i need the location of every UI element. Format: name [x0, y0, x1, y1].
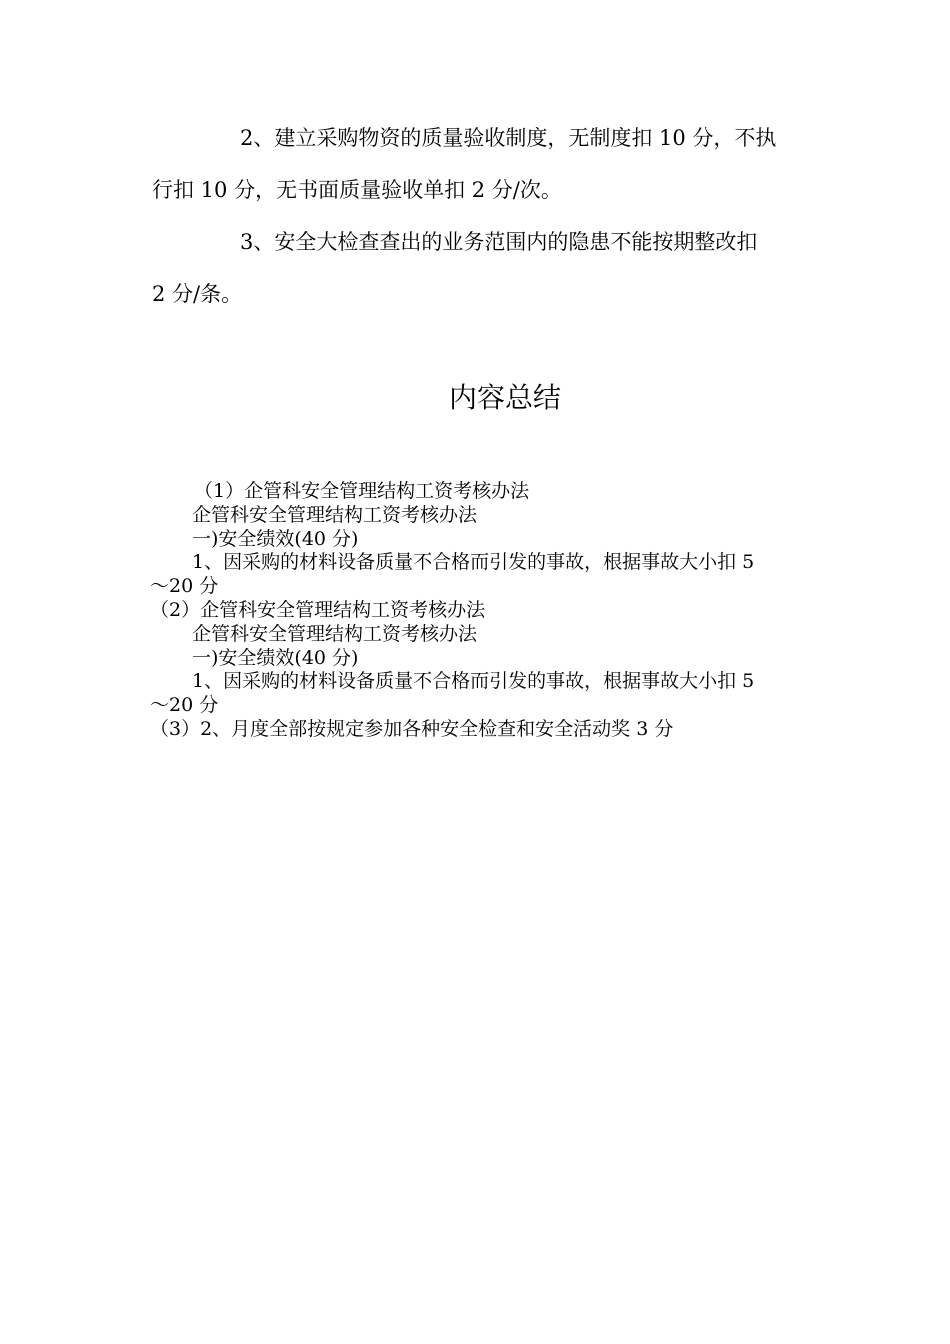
summary-line: 企管科安全管理结构工资考核办法: [192, 622, 478, 645]
summary-line: 1、因采购的材料设备质量不合格而引发的事故，根据事故大小扣 5: [192, 670, 755, 693]
summary-line: （1）企管科安全管理结构工资考核办法: [194, 480, 530, 502]
summary-line: 一)安全绩效(40 分): [192, 527, 359, 550]
paragraph-procurement-line-2: 行扣 10 分，无书面质量验收单扣 2 分/次。: [152, 178, 562, 202]
summary-line: （2）企管科安全管理结构工资考核办法: [150, 598, 486, 621]
summary-line: （3）2、月度全部按规定参加各种安全检查和安全活动奖 3 分: [150, 717, 674, 740]
summary-line: 一)安全绩效(40 分): [192, 646, 359, 669]
summary-line: ～20 分: [150, 694, 219, 717]
summary-line: 企管科安全管理结构工资考核办法: [192, 503, 478, 526]
summary-line: ～20 分: [150, 575, 219, 598]
paragraph-inspection-line-2: 2 分/条。: [152, 282, 243, 306]
paragraph-inspection-line-1: 3、安全大检查查出的业务范围内的隐患不能按期整改扣: [240, 230, 758, 254]
paragraph-procurement-line-1: 2、建立采购物资的质量验收制度，无制度扣 10 分，不执: [240, 126, 777, 150]
summary-line: 1、因采购的材料设备质量不合格而引发的事故，根据事故大小扣 5: [192, 551, 755, 574]
summary-list: [150, 480, 810, 742]
summary-heading: 内容总结: [448, 381, 561, 414]
